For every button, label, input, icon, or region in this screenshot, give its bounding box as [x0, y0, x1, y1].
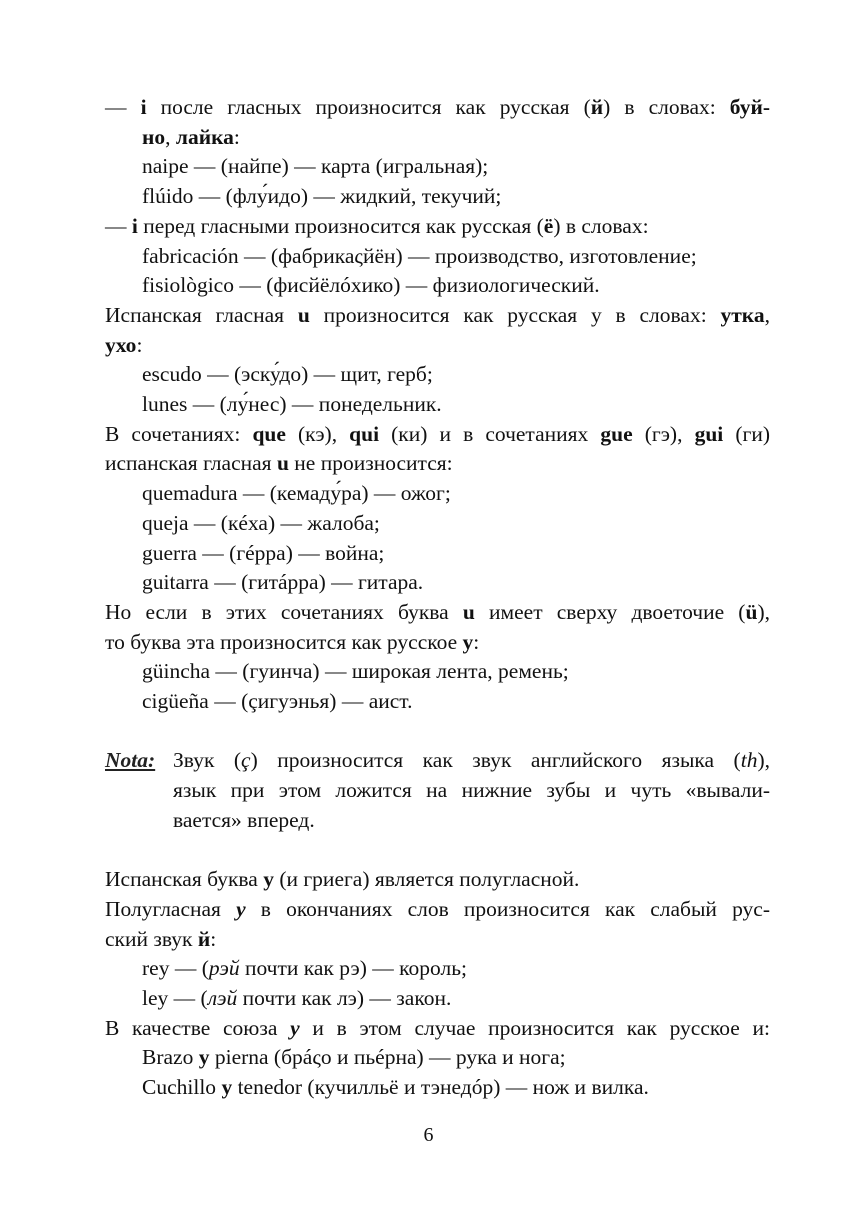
example-line: fisiològico — (фисйёлóхико) — физиологический. [142, 273, 600, 298]
example-line: fabricación — (фабрикаςйён) — производство, изготовление; [142, 243, 697, 268]
text-line: В качестве союза у и в этом случае произносится как русское и: [105, 1015, 770, 1040]
example-line: flúido — (флу́идо) — жидкий, текучий; [142, 184, 502, 209]
example-line: cigüeña — (çигуэнья) — аист. [142, 689, 413, 714]
example-line: Brazo y pierna (брáςо и пьéрна) — рука и нога; [142, 1045, 566, 1070]
page-content [105, 93, 770, 1103]
example-line: guitarra — (гитáрра) — гитара. [142, 570, 424, 595]
example-line: naipe — (найпе) — карта (игральная); [142, 154, 489, 179]
nota-line: язык при этом ложится на нижние зубы и чуть «вывали- [173, 778, 770, 803]
example-line: ley — (лэй почти как лэ) — закон. [142, 986, 452, 1011]
text-line: Испанская буква у (и гриега) является полугласной. [105, 867, 580, 892]
example-line: Cuchillo y tenedor (кучилльё и тэнедóр) — нож и вилка. [142, 1075, 649, 1100]
text-line: ский звук й: [105, 926, 217, 951]
example-line: lunes — (лу́нес) — понедельник. [142, 392, 442, 417]
page-number: 6 [423, 1124, 434, 1146]
example-line: quemadura — (кемаду́ра) — ожог; [142, 481, 451, 506]
example-line: rey — (рэй почти как рэ) — король; [142, 956, 467, 981]
example-line: güincha — (гуинча) — широкая лента, ремень; [142, 659, 569, 684]
text-line: В сочетаниях: que (кэ), qui (ки) и в сочетаниях gue (гэ), gui (ги) [105, 421, 770, 446]
text-line: Испанская гласная u произносится как русская у в словах: утка, [105, 302, 770, 327]
nota-line: Звук (ç) произносится как звук английского языка (th), [173, 748, 771, 773]
text-line: испанская гласная u не произносится: [105, 451, 453, 476]
text-line: — i после гласных произносится как русская (й) в словах: буй- [105, 95, 771, 119]
example-line: guerra — (гéрра) — война; [142, 540, 385, 565]
text-line: Но если в этих сочетаниях буква u имеет сверху двоеточие (ü), [105, 599, 770, 624]
nota-line: вается» вперед. [173, 807, 315, 832]
text-line: ухо: [105, 332, 143, 357]
text-line: Полугласная у в окончаниях слов произносится как слабый рус- [105, 896, 770, 921]
text-line: но, лайка: [142, 124, 240, 149]
text-line: — i перед гласными произносится как русская (ё) в словах: [105, 213, 649, 238]
nota-label: Nota: [105, 748, 156, 773]
nota-block [105, 746, 770, 835]
example-line: escudo — (эску́до) — щит, герб; [142, 362, 433, 387]
text-line: то буква эта произносится как русское у: [105, 629, 480, 654]
example-line: queja — (кéха) — жалоба; [142, 510, 380, 535]
